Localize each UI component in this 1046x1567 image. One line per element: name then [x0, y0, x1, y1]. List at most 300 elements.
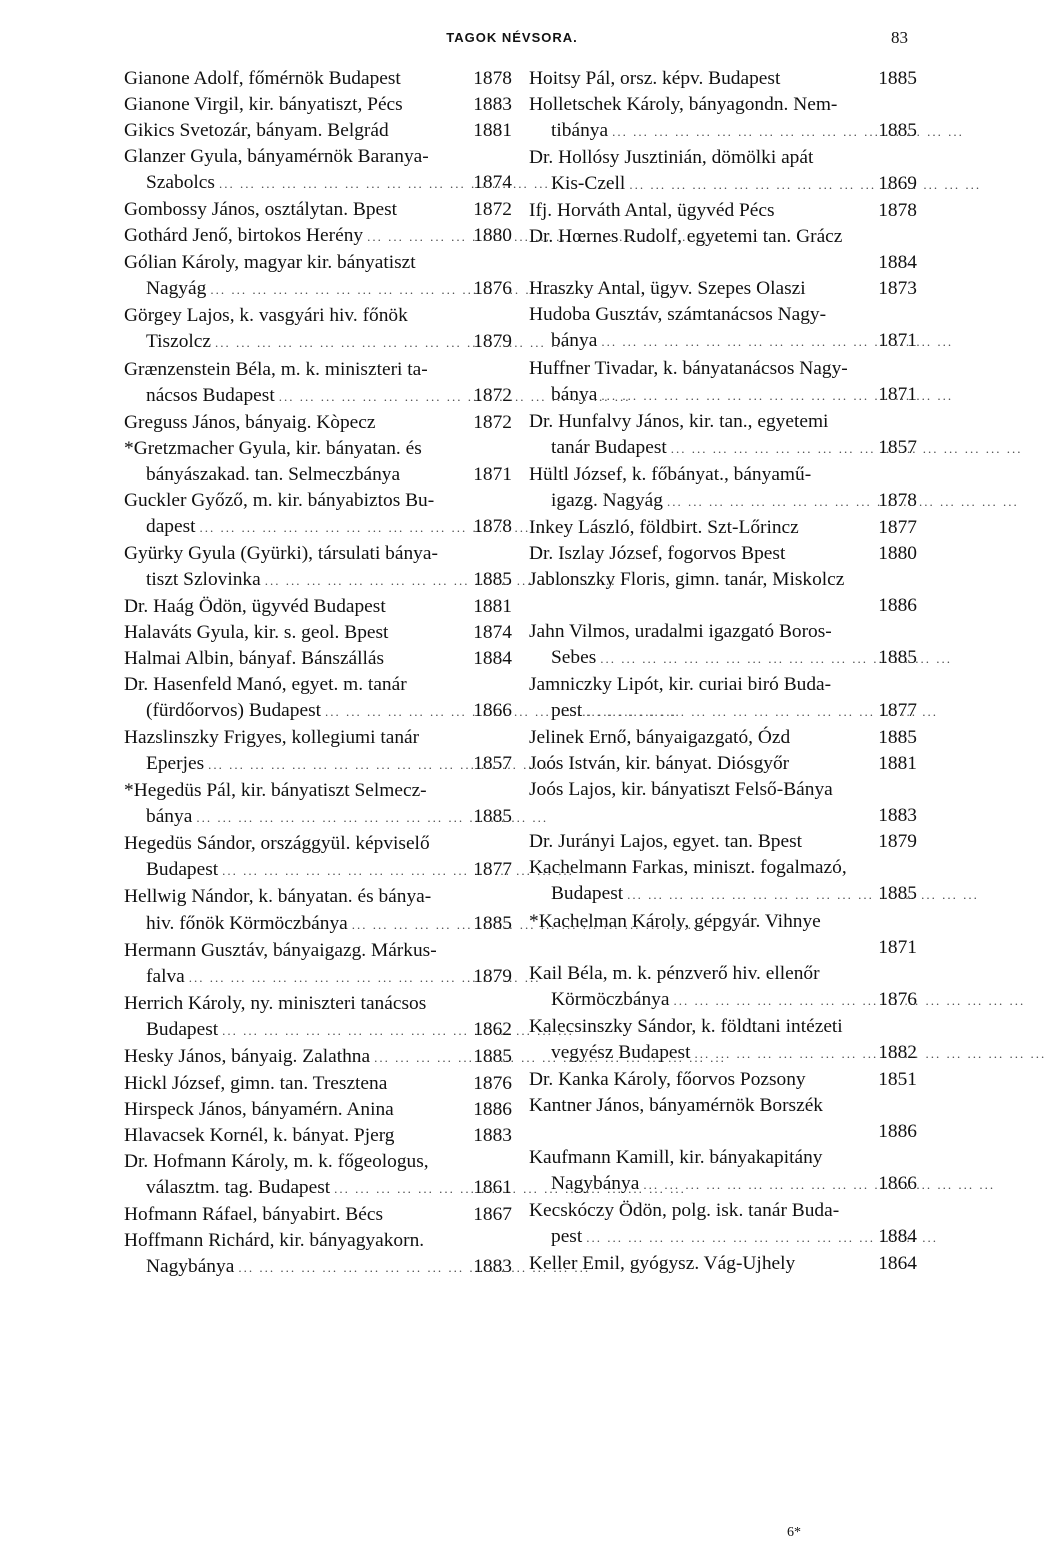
member-entry — [529, 909, 917, 961]
entry-text: Herrich Károly, ny. miniszteri tanácsos — [124, 992, 427, 1014]
entry-line — [529, 171, 917, 198]
entry-year: 1877 — [878, 516, 917, 538]
entry-line — [529, 672, 917, 698]
entry-line — [124, 436, 512, 462]
entry-line — [124, 857, 512, 884]
entry-year: 1881 — [473, 595, 512, 617]
member-entry — [124, 1071, 512, 1097]
entry-text: Jablonszky Floris, gimn. tanár, Miskolcz — [529, 568, 845, 590]
entry-text: Dr. Hœrnes Rudolf, egyetemi tan. Grácz — [529, 226, 843, 248]
entry-text: bányászakad. tan. Selmeczbánya — [146, 463, 401, 485]
leader-dots — [623, 882, 878, 908]
entry-text: bánya — [146, 806, 193, 828]
member-entry — [529, 66, 917, 92]
entry-text: tiszt Szlovinka — [146, 568, 261, 590]
entry-text: *Gretzmacher Gyula, kir. bányatan. és — [124, 437, 422, 459]
entry-text: Nagybánya — [551, 1172, 640, 1194]
entry-year: 1878 — [473, 68, 512, 89]
entry-text: Gianone Virgil, kir. bányatiszt, Pécs — [124, 94, 403, 116]
entry-text: Holletschek Károly, bányagondn. Nem- — [529, 94, 838, 116]
member-entry — [529, 1093, 917, 1145]
entry-line — [124, 383, 512, 410]
member-entry — [529, 725, 917, 751]
entry-year: 1885 — [473, 806, 512, 828]
member-entry — [124, 223, 512, 250]
entry-line — [529, 224, 917, 250]
entry-line — [124, 514, 512, 541]
member-entry — [124, 303, 512, 356]
entry-text: Dr. Hasenfeld Manó, egyet. m. tanár — [124, 674, 407, 696]
entry-text: Budapest — [146, 859, 219, 881]
entry-year: 1886 — [878, 1120, 917, 1142]
entry-year: 1872 — [473, 384, 512, 406]
leader-dots — [206, 277, 473, 303]
entry-year: 1885 — [473, 912, 512, 934]
entry-line — [124, 170, 512, 197]
entry-text: Hraszky Antal, ügyv. Szepes Olaszi — [529, 278, 806, 300]
entry-year: 1871 — [473, 463, 512, 485]
entry-text: Hofmann Ráfael, bányabirt. Bécs — [124, 1204, 383, 1226]
leader-dots — [596, 646, 878, 672]
entry-year: 1869 — [878, 173, 917, 195]
entry-year: 1879 — [878, 831, 917, 853]
member-entry — [124, 541, 512, 594]
entry-text: Dr. Haág Ödön, ügyvéd Budapest — [124, 595, 386, 617]
entry-line — [124, 250, 512, 276]
member-entry — [124, 357, 512, 410]
entry-line — [529, 777, 917, 803]
member-entry — [124, 410, 512, 436]
entry-year: 1876 — [473, 1072, 512, 1094]
entry-line — [124, 1017, 512, 1044]
entry-line — [124, 303, 512, 329]
column-left — [124, 66, 512, 1281]
entry-line — [124, 884, 512, 910]
entry-text: Hültl József, k. főbányat., bányamű- — [529, 463, 812, 485]
entry-line — [529, 1171, 917, 1198]
entry-line — [124, 594, 512, 620]
member-entry — [529, 224, 917, 276]
entry-year: 1885 — [878, 68, 917, 89]
member-entry — [124, 672, 512, 725]
entry-line — [124, 357, 512, 383]
entry-text: Glanzer Gyula, bányamérnök Baranya- — [124, 146, 429, 168]
entry-line — [529, 593, 917, 619]
member-entry — [124, 197, 512, 223]
entry-year: 1878 — [878, 200, 917, 222]
entry-line — [529, 118, 917, 145]
entry-line — [529, 725, 917, 751]
member-entry — [529, 198, 917, 224]
entry-text: Halaváts Gyula, kir. s. geol. Bpest — [124, 621, 389, 643]
entry-text: Kis-Czell — [551, 173, 626, 195]
entry-text: Huffner Tivadar, k. bányatanácsos Nagy- — [529, 357, 848, 379]
entry-text: Inkey László, földbirt. Szt-Lőrincz — [529, 516, 799, 538]
entry-year: 1882 — [878, 1041, 917, 1063]
entry-text: Hegedüs Sándor, országgyül. képviselő — [124, 833, 430, 855]
entry-text: Dr. Jurányi Lajos, egyet. tan. Bpest — [529, 831, 803, 853]
entry-year: 1885 — [878, 727, 917, 749]
entry-line — [529, 145, 917, 171]
entry-year: 1885 — [473, 1045, 512, 1067]
entry-text: Hellwig Nándor, k. bányatan. és bánya- — [124, 886, 432, 908]
member-entry — [529, 855, 917, 908]
entry-text: Dr. Hollósy Jusztinián, dömölki apát — [529, 147, 814, 169]
entry-line — [124, 1123, 512, 1149]
leader-dots — [667, 436, 878, 462]
member-entry — [124, 884, 512, 937]
member-entry — [124, 488, 512, 541]
entry-text: Kaufmann Kamill, kir. bányakapitány — [529, 1146, 823, 1168]
entry-year: 1873 — [878, 278, 917, 300]
entry-text: pest — [551, 700, 583, 722]
entry-line — [124, 991, 512, 1017]
entry-year: 1872 — [473, 411, 512, 433]
entry-text: Hlavacsek Kornél, k. bányat. Pjerg — [124, 1124, 395, 1146]
entry-year: 1878 — [473, 515, 512, 537]
entry-year: 1884 — [473, 648, 512, 670]
member-entry — [529, 1145, 917, 1198]
entry-line — [529, 328, 917, 355]
entry-text: *Hegedüs Pál, kir. bányatiszt Selmecz- — [124, 780, 427, 802]
entry-line — [124, 698, 512, 725]
entry-line — [124, 911, 512, 938]
entry-line — [529, 1093, 917, 1119]
entry-line — [124, 725, 512, 751]
member-entry — [529, 1067, 917, 1093]
member-entry — [124, 778, 512, 831]
entry-line — [529, 698, 917, 725]
entry-year: 1857 — [878, 436, 917, 458]
entry-text: Joós Lajos, kir. bányatiszt Felső-Bánya — [529, 779, 833, 801]
entry-line — [124, 567, 512, 594]
leader-dots — [218, 1018, 473, 1044]
entry-year: 1866 — [473, 700, 512, 722]
entry-text: falva — [146, 965, 185, 987]
entry-line — [529, 961, 917, 987]
entry-text: tibánya — [551, 120, 609, 142]
entry-line — [529, 803, 917, 829]
entry-line — [529, 409, 917, 435]
entry-text: Gombossy János, osztálytan. Bpest — [124, 199, 398, 221]
member-entry — [529, 672, 917, 725]
member-entry — [529, 541, 917, 567]
entry-text: Dr. Hunfalvy János, kir. tan., egyetemi — [529, 410, 829, 432]
entry-line — [124, 1228, 512, 1254]
member-entry — [529, 619, 917, 672]
member-entry — [124, 725, 512, 778]
entry-line — [124, 938, 512, 964]
entry-year: 1885 — [878, 647, 917, 669]
entry-text: bánya — [551, 330, 598, 352]
entry-line — [529, 1119, 917, 1145]
leader-dots — [185, 965, 473, 991]
entry-year: 1885 — [878, 120, 917, 142]
entry-year: 1878 — [878, 489, 917, 511]
member-entry — [529, 777, 917, 829]
entry-text: Greguss János, bányaig. Kòpecz — [124, 411, 376, 433]
entry-year: 1874 — [473, 621, 512, 643]
entry-text: bánya — [551, 383, 598, 405]
member-entry — [124, 1149, 512, 1202]
entry-year: 1883 — [878, 805, 917, 827]
leader-dots — [597, 383, 878, 409]
leader-dots — [608, 119, 878, 145]
entry-year: 1880 — [473, 225, 512, 247]
entry-text: Guckler Győző, m. kir. bányabiztos Bu- — [124, 489, 435, 511]
leader-dots — [690, 1041, 878, 1067]
entry-text: Gikics Svetozár, bányam. Belgrád — [124, 120, 389, 142]
entry-line — [529, 488, 917, 515]
entry-text: Kail Béla, m. k. pénzverő hiv. ellenőr — [529, 962, 820, 984]
entry-line — [529, 909, 917, 935]
entry-line — [124, 144, 512, 170]
entry-line — [529, 935, 917, 961]
member-entry — [124, 620, 512, 646]
entry-year: 1867 — [473, 1204, 512, 1226]
entry-line — [529, 356, 917, 382]
entry-text: Jelinek Ernő, bányaigazgató, Ózd — [529, 727, 791, 749]
leader-dots — [348, 912, 473, 938]
member-entry — [529, 92, 917, 145]
member-entry — [529, 409, 917, 462]
column-right — [529, 66, 917, 1277]
entry-line — [124, 751, 512, 778]
entry-line — [529, 302, 917, 328]
member-entry — [529, 751, 917, 777]
entry-text: Hirspeck János, bányamérn. Anina — [124, 1098, 394, 1120]
entry-year: 1872 — [473, 199, 512, 221]
entry-year: 1862 — [473, 1018, 512, 1040]
entry-year: 1886 — [878, 594, 917, 616]
entry-year: 1851 — [878, 1068, 917, 1090]
entry-year: 1864 — [878, 1253, 917, 1275]
member-entry — [529, 1251, 917, 1277]
leader-dots — [669, 988, 878, 1014]
entry-text: választm. tag. Budapest — [146, 1176, 331, 1198]
leader-dots — [597, 329, 878, 355]
entry-line — [529, 751, 917, 777]
member-entry — [529, 1014, 917, 1067]
running-title: TAGOK NÉVSORA. — [446, 30, 578, 45]
entry-line — [529, 66, 917, 92]
entry-text: Gianone Adolf, főmérnök Budapest — [124, 68, 401, 89]
member-entry — [124, 831, 512, 884]
entry-line — [529, 1040, 917, 1067]
entry-line — [529, 645, 917, 672]
leader-dots — [192, 805, 473, 831]
entry-text: Dr. Hofmann Károly, m. k. főgeologus, — [124, 1150, 429, 1172]
entry-line — [529, 855, 917, 881]
entry-text: Keller Emil, gyógysz. Vág-Ujhely — [529, 1253, 796, 1275]
running-head — [0, 22, 1024, 52]
entry-text: Kantner János, bányamérnök Borszék — [529, 1094, 824, 1116]
entry-line — [124, 197, 512, 223]
leader-dots — [582, 1225, 878, 1251]
entry-text: Gyürky Gyula (Gyürki), társulati bánya- — [124, 542, 438, 564]
entry-line — [124, 778, 512, 804]
entry-text: Nagyág — [146, 278, 207, 300]
entry-line — [529, 382, 917, 409]
entry-year: 1876 — [473, 278, 512, 300]
member-entry — [124, 1202, 512, 1228]
leader-dots — [370, 1045, 473, 1071]
leader-dots — [215, 171, 473, 197]
leader-dots — [663, 489, 878, 515]
member-entry — [529, 515, 917, 541]
entry-line — [124, 1202, 512, 1228]
member-entry — [124, 118, 512, 144]
entry-text: Görgey Lajos, k. vasgyári hiv. főnök — [124, 305, 408, 327]
entry-line — [529, 541, 917, 567]
entry-text: *Kachelman Károly, gépgyár. Vihnye — [529, 910, 821, 932]
entry-text: Körmöczbánya — [551, 988, 670, 1010]
member-entry — [124, 436, 512, 488]
entry-year: 1857 — [473, 753, 512, 775]
leader-dots — [363, 224, 473, 250]
entry-line — [529, 1145, 917, 1171]
entry-text: Hazslinszky Frigyes, kollegiumi tanár — [124, 727, 420, 749]
leader-dots — [639, 1172, 878, 1198]
member-entry — [124, 1228, 512, 1281]
entry-text: Hoffmann Richárd, kir. bányagyakorn. — [124, 1230, 425, 1252]
entry-year: 1877 — [473, 859, 512, 881]
leader-dots — [211, 330, 473, 356]
member-entry — [529, 145, 917, 198]
member-entry — [529, 829, 917, 855]
member-entry — [124, 92, 512, 118]
entry-line — [124, 964, 512, 991]
entry-year: 1874 — [473, 172, 512, 194]
member-entry — [124, 594, 512, 620]
entry-line — [529, 198, 917, 224]
entry-text: pest — [551, 1226, 583, 1248]
entry-text: Hoitsy Pál, orsz. képv. Budapest — [529, 68, 781, 89]
entry-line — [529, 1251, 917, 1277]
entry-text: Kachelmann Farkas, miniszt. fogalmazó, — [529, 857, 847, 879]
entry-text: Budapest — [146, 1018, 219, 1040]
entry-line — [124, 620, 512, 646]
entry-line — [124, 410, 512, 436]
entry-year: 1871 — [878, 936, 917, 958]
member-entry — [529, 302, 917, 355]
entry-line — [529, 462, 917, 488]
entry-text: igazg. Nagyág — [551, 489, 663, 511]
entry-line — [124, 276, 512, 303]
entry-year: 1883 — [473, 1256, 512, 1278]
entry-line — [529, 987, 917, 1014]
entry-line — [124, 1175, 512, 1202]
entry-text: dapest — [146, 515, 196, 537]
member-entry — [529, 1198, 917, 1251]
entry-year: 1879 — [473, 965, 512, 987]
entry-year: 1881 — [473, 120, 512, 142]
entry-text: Hudoba Gusztáv, számtanácsos Nagy- — [529, 304, 827, 326]
entry-line — [124, 1044, 512, 1071]
entry-line — [529, 829, 917, 855]
entry-text: Joós István, kir. bányat. Diósgyőr — [529, 753, 790, 775]
entry-line — [529, 1014, 917, 1040]
entry-year: 1871 — [878, 330, 917, 352]
entry-line — [529, 92, 917, 118]
entry-text: Szabolcs — [146, 172, 215, 194]
entry-line — [124, 672, 512, 698]
leader-dots — [321, 699, 473, 725]
member-entry — [529, 462, 917, 515]
entry-text: Sebes — [551, 647, 597, 669]
entry-year: 1883 — [473, 1124, 512, 1146]
entry-line — [124, 646, 512, 672]
leader-dots — [330, 1176, 473, 1202]
entry-text: Eperjes — [146, 753, 205, 775]
entry-year: 1884 — [878, 252, 917, 274]
entry-line — [529, 276, 917, 302]
entry-line — [529, 435, 917, 462]
entry-line — [529, 619, 917, 645]
entry-year: 1871 — [878, 383, 917, 405]
entry-year: 1884 — [878, 1226, 917, 1248]
entry-line — [124, 66, 512, 92]
member-entry — [529, 567, 917, 619]
leader-dots — [275, 384, 474, 410]
entry-text: Ifj. Horváth Antal, ügyvéd Pécs — [529, 200, 775, 222]
entry-line — [529, 1224, 917, 1251]
member-entry — [124, 144, 512, 197]
member-entry — [124, 1097, 512, 1123]
entry-text: Budapest — [551, 883, 624, 905]
entry-text: nácsos Budapest — [146, 384, 275, 406]
entry-year: 1886 — [473, 1098, 512, 1120]
leader-dots — [204, 752, 473, 778]
entry-year: 1880 — [878, 542, 917, 564]
member-entry — [124, 1044, 512, 1071]
leader-dots — [261, 568, 474, 594]
entry-line — [124, 1149, 512, 1175]
entry-text: Gothárd Jenő, birtokos Herény — [124, 225, 364, 247]
entry-line — [124, 118, 512, 144]
signature-mark: 6* — [787, 1525, 801, 1540]
entry-line — [124, 223, 512, 250]
entry-text: Tiszolcz — [146, 331, 211, 353]
member-entry — [124, 66, 512, 92]
entry-text: (fürdőorvos) Budapest — [146, 700, 322, 722]
entry-year: 1861 — [473, 1176, 512, 1198]
member-entry — [529, 356, 917, 409]
member-entry — [124, 1123, 512, 1149]
entry-line — [529, 567, 917, 593]
entry-text: Dr. Kanka Károly, főorvos Pozsony — [529, 1068, 806, 1090]
entry-line — [124, 831, 512, 857]
entry-year: 1866 — [878, 1172, 917, 1194]
entry-text: Grænzenstein Béla, m. k. miniszteri ta- — [124, 358, 428, 380]
entry-line — [124, 541, 512, 567]
entry-text: hiv. főnök Körmöczbánya — [146, 912, 348, 934]
entry-year: 1885 — [473, 568, 512, 590]
entry-line — [124, 1071, 512, 1097]
entry-year: 1885 — [878, 883, 917, 905]
entry-text: Halmai Albin, bányaf. Bánszállás — [124, 648, 385, 670]
entry-year: 1883 — [473, 94, 512, 116]
entry-text: Jahn Vilmos, uradalmi igazgató Boros- — [529, 620, 832, 642]
entry-text: Hickl József, gimn. tan. Tresztena — [124, 1072, 388, 1094]
member-entry — [124, 250, 512, 303]
entry-line — [124, 329, 512, 356]
leader-dots — [234, 1255, 473, 1281]
entry-line — [124, 488, 512, 514]
leader-dots — [625, 172, 878, 198]
leader-dots — [218, 858, 473, 884]
entry-text: Kalecsinszky Sándor, k. földtani intézeti — [529, 1015, 843, 1037]
